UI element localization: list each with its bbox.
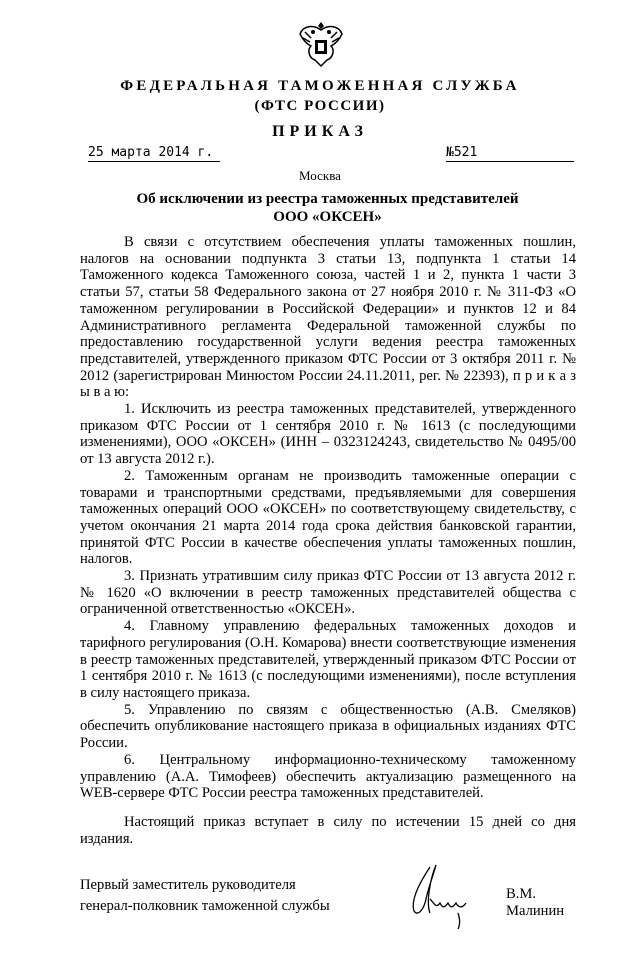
document-body (80, 234, 576, 847)
order-item-1: 1. Исключить из реестра таможенных представителей, утвержденного приказом ФТС России от 1 сентября 2010 г. № 1613 (с последующими изменениями), ООО «ОКСЕН» (ИНН – 0323124243, свидетельство № 0495/00 от 13 августа 2012 г.). (80, 401, 576, 468)
signature-block (80, 867, 576, 931)
agency-name: ФЕДЕРАЛЬНАЯ ТАМОЖЕННАЯ СЛУЖБА (120, 78, 520, 94)
effective-date-paragraph: Настоящий приказ вступает в силу по истечении 15 дней со дня издания. (80, 813, 576, 847)
position-line-1: Первый заместитель руководителя (80, 877, 296, 894)
title-line-1: Об исключении из реестра таможенных представителей (136, 191, 519, 207)
signatory-position (80, 875, 330, 917)
order-item-6: 6. Центральному информационно-техническому таможенному управлению (А.А. Тимофеев) обеспечить актуализацию размещенного на WEB-сервере ФТС России реестра таможенных представителей. (80, 751, 576, 802)
document-number: №521 (446, 145, 574, 162)
coat-of-arms-emblem (297, 18, 345, 68)
order-item-5: 5. Управлению по связям с общественностью (А.В. Смеляков) обеспечить опубликование настоящего приказа в официальных изданиях ФТС России. (80, 701, 576, 752)
document-date: 25 марта 2014 г. (88, 145, 220, 162)
document-content (80, 234, 576, 961)
position-line-2: генерал-полковник таможенной службы (80, 898, 330, 915)
document-type: ПРИКАЗ (272, 123, 368, 140)
preamble-paragraph: В связи с отсутствием обеспечения уплаты таможенных пошлин, налогов на основании подпункта 3 статьи 13, подпункта 1 статьи 14 Таможенного кодекса Таможенного союза, частей 1 и 2, пункта 1 части 3 статьи 57, статьи 58 Федерального закона от 27 ноября 2010 г. № 311-ФЗ «О таможенном регулировании в Российской Федерации» и пунктов 12 и 84 Административного регламента Федеральной таможенной службы по предоставлению государственной услуги ведения реестра таможенных представителей, утвержденного приказом ФТС России от 3 октября 2011 г. № 2012 (зарегистрирован Минюстом России 24.11.2011, рег. № 22393), п р и к а з ы в а ю: (80, 234, 576, 401)
agency-short-name: (ФТС РОССИИ) (254, 98, 386, 114)
handwritten-signature (400, 859, 480, 929)
title-line-2: ООО «ОКСЕН» (273, 209, 382, 225)
document-title (80, 190, 575, 226)
order-item-4: 4. Главному управлению федеральных таможенных доходов и тарифного регулирования (О.Н. Комарова) внести соответствующие изменения в реестр таможенных представителей, утвержденный приказом ФТС России от 1 сентября 2010 г. № 1613 (с последующими изменениями), после вступления в силу настоящего приказа. (80, 618, 576, 701)
order-item-2: 2. Таможенным органам не производить таможенные операции с товарами и транспортными средствами, предъявляемыми для совершения таможенных операций ООО «ОКСЕН» по соответствующему свидетельству, с учетом окончания 21 марта 2014 года срока действия банковской гарантии, принятой ФТС России в качестве обеспечения уплаты таможенных пошлин, налогов. (80, 467, 576, 568)
signatory-name: В.М. Малинин (506, 886, 565, 920)
order-item-3: 3. Признать утратившим силу приказ ФТС России от 13 августа 2012 г. № 1620 «О включении в реестр таможенных представителей общества с ограниченной ответственностью «ОКСЕН». (80, 568, 576, 618)
document-city: Москва (299, 168, 341, 183)
